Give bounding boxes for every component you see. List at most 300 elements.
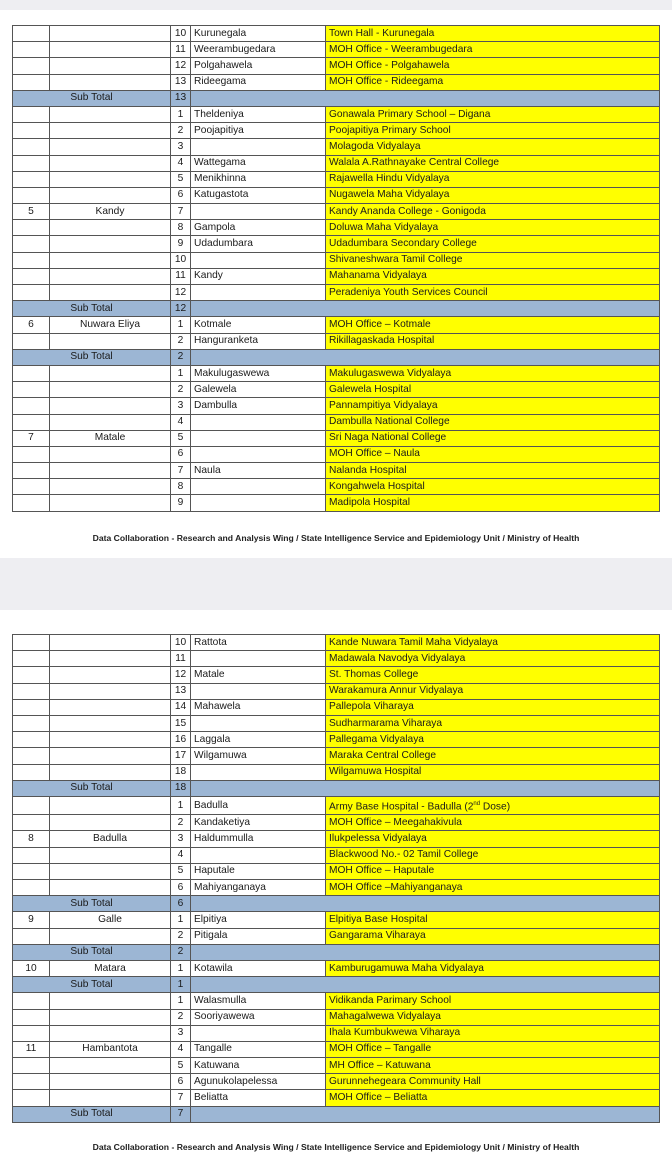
moh-area: Rattota (191, 635, 326, 651)
subtotal-filler (191, 944, 660, 960)
subtotal-row (13, 349, 660, 365)
moh-area (191, 446, 326, 462)
moh-area: Galewela (191, 382, 326, 398)
district-name (50, 414, 171, 430)
subtotal-count: 1 (171, 977, 191, 993)
row-number: 2 (171, 928, 191, 944)
vaccination-location: MOH Office – Meegahakivula (326, 815, 660, 831)
table-row (13, 732, 660, 748)
district-name (50, 1090, 171, 1106)
moh-area (191, 764, 326, 780)
table-row (13, 699, 660, 715)
row-number: 3 (171, 1025, 191, 1041)
subtotal-count: 2 (171, 944, 191, 960)
table-row (13, 382, 660, 398)
district-name (50, 106, 171, 122)
moh-area: Kurunegala (191, 26, 326, 42)
district-name (50, 1009, 171, 1025)
district-name (50, 495, 171, 511)
row-number: 1 (171, 993, 191, 1009)
moh-area (191, 139, 326, 155)
district-number (13, 880, 50, 896)
subtotal-label: Sub Total (13, 977, 171, 993)
district-number (13, 1009, 50, 1025)
subtotal-count: 6 (171, 896, 191, 912)
vaccination-location: Gangarama Viharaya (326, 928, 660, 944)
row-number: 2 (171, 123, 191, 139)
district-number (13, 748, 50, 764)
district-number (13, 635, 50, 651)
vaccination-location: MOH Office - Rideegama (326, 74, 660, 90)
subtotal-filler (191, 90, 660, 106)
row-number: 14 (171, 699, 191, 715)
subtotal-label: Sub Total (13, 349, 171, 365)
moh-area: Elpitiya (191, 912, 326, 928)
vaccination-location: MH Office – Katuwana (326, 1058, 660, 1074)
moh-area: Kotawila (191, 960, 326, 976)
district-number (13, 123, 50, 139)
moh-area: Poojapitiya (191, 123, 326, 139)
district-number (13, 171, 50, 187)
district-name (50, 58, 171, 74)
moh-area: Udadumbara (191, 236, 326, 252)
moh-area: Polgahawela (191, 58, 326, 74)
district-number (13, 333, 50, 349)
moh-area: Beliatta (191, 1090, 326, 1106)
row-number: 2 (171, 333, 191, 349)
district-number (13, 715, 50, 731)
vaccination-location: Makulugaswewa Vidyalaya (326, 365, 660, 381)
vaccination-location: Blackwood No.- 02 Tamil College (326, 847, 660, 863)
district-number (13, 699, 50, 715)
table-row (13, 139, 660, 155)
district-number (13, 414, 50, 430)
row-number: 5 (171, 1058, 191, 1074)
district-number (13, 683, 50, 699)
moh-area: Kandy (191, 268, 326, 284)
vaccination-location: Warakamura Annur Vidyalaya (326, 683, 660, 699)
table-row (13, 1058, 660, 1074)
vaccination-location: Udadumbara Secondary College (326, 236, 660, 252)
district-name (50, 382, 171, 398)
district-name (50, 26, 171, 42)
table-row (13, 268, 660, 284)
district-name (50, 365, 171, 381)
vaccination-location: Wilgamuwa Hospital (326, 764, 660, 780)
district-name (50, 187, 171, 203)
district-name (50, 1058, 171, 1074)
page-1-footer: Data Collaboration - Research and Analysis Wing / State Intelligence Service and Epidemiology Unit / Ministry of Health (92, 533, 580, 543)
vaccination-location: Shivaneshwara Tamil College (326, 252, 660, 268)
vaccination-location: MOH Office – Tangalle (326, 1041, 660, 1057)
district-number: 5 (13, 204, 50, 220)
district-number (13, 58, 50, 74)
row-number: 16 (171, 732, 191, 748)
vaccination-location: Gonawala Primary School – Digana (326, 106, 660, 122)
table-row (13, 651, 660, 667)
vaccination-location: Sudharmarama Viharaya (326, 715, 660, 731)
row-number: 7 (171, 1090, 191, 1106)
table-row (13, 635, 660, 651)
row-number: 5 (171, 863, 191, 879)
table-row (13, 928, 660, 944)
row-number: 1 (171, 365, 191, 381)
district-number (13, 382, 50, 398)
row-number: 11 (171, 268, 191, 284)
table-row (13, 236, 660, 252)
district-name (50, 683, 171, 699)
vaccination-location: Rajawella Hindu Vidyalaya (326, 171, 660, 187)
row-number: 9 (171, 495, 191, 511)
row-number: 2 (171, 1009, 191, 1025)
vaccination-location: MOH Office – Kotmale (326, 317, 660, 333)
moh-area: Haputale (191, 863, 326, 879)
table-row (13, 123, 660, 139)
row-number: 4 (171, 155, 191, 171)
moh-area: Walasmulla (191, 993, 326, 1009)
district-number (13, 285, 50, 301)
district-name: Nuwara Eliya (50, 317, 171, 333)
subtotal-row (13, 944, 660, 960)
table-row (13, 748, 660, 764)
moh-area: Rideegama (191, 74, 326, 90)
district-number: 8 (13, 831, 50, 847)
district-name (50, 268, 171, 284)
subtotal-row (13, 896, 660, 912)
district-number (13, 139, 50, 155)
vaccination-location: Ilukpelessa Vidyalaya (326, 831, 660, 847)
row-number: 12 (171, 285, 191, 301)
district-number (13, 446, 50, 462)
table-row (13, 317, 660, 333)
vaccination-location: Walala A.Rathnayake Central College (326, 155, 660, 171)
district-number (13, 42, 50, 58)
subtotal-row (13, 301, 660, 317)
district-number (13, 651, 50, 667)
vaccination-location: Doluwa Maha Vidyalaya (326, 220, 660, 236)
vaccination-location: Vidikanda Parimary School (326, 993, 660, 1009)
vaccination-location: Mahagalwewa Vidyalaya (326, 1009, 660, 1025)
district-name (50, 667, 171, 683)
district-name: Badulla (50, 831, 171, 847)
subtotal-label: Sub Total (13, 301, 171, 317)
page-2-footer: Data Collaboration - Research and Analysis Wing / State Intelligence Service and Epidemiology Unit / Ministry of Health (92, 1142, 580, 1152)
row-number: 10 (171, 635, 191, 651)
moh-area (191, 683, 326, 699)
moh-area: Menikhinna (191, 171, 326, 187)
moh-area: Matale (191, 667, 326, 683)
vaccination-location: Dambulla National College (326, 414, 660, 430)
district-name (50, 764, 171, 780)
district-number (13, 993, 50, 1009)
row-number: 1 (171, 912, 191, 928)
table-row (13, 187, 660, 203)
district-name (50, 42, 171, 58)
table-row (13, 495, 660, 511)
district-name: Galle (50, 912, 171, 928)
district-number (13, 187, 50, 203)
table-row (13, 1090, 660, 1106)
moh-area: Wilgamuwa (191, 748, 326, 764)
district-number (13, 847, 50, 863)
vaccination-location: Pannampitiya Vidyalaya (326, 398, 660, 414)
district-name (50, 1074, 171, 1090)
district-name (50, 635, 171, 651)
district-number (13, 1025, 50, 1041)
district-name (50, 446, 171, 462)
district-number (13, 365, 50, 381)
subtotal-filler (191, 780, 660, 796)
moh-area: Haldummulla (191, 831, 326, 847)
table-row (13, 960, 660, 976)
district-number (13, 764, 50, 780)
page-gap (0, 558, 672, 610)
table-row (13, 815, 660, 831)
table-row (13, 285, 660, 301)
table-row (13, 1025, 660, 1041)
row-number: 5 (171, 171, 191, 187)
moh-area (191, 430, 326, 446)
table-row (13, 683, 660, 699)
vaccination-location: Nugawela Maha Vidyalaya (326, 187, 660, 203)
table-row (13, 1041, 660, 1057)
vaccination-location: Elpitiya Base Hospital (326, 912, 660, 928)
vaccination-location: Kamburugamuwa Maha Vidyalaya (326, 960, 660, 976)
row-number: 4 (171, 1041, 191, 1057)
table-row (13, 993, 660, 1009)
vaccination-location: MOH Office – Haputale (326, 863, 660, 879)
row-number: 3 (171, 139, 191, 155)
vaccination-location: Rikillagaskada Hospital (326, 333, 660, 349)
subtotal-label: Sub Total (13, 780, 171, 796)
moh-area: Kotmale (191, 317, 326, 333)
row-number: 6 (171, 880, 191, 896)
table-row (13, 171, 660, 187)
vaccination-location: Molagoda Vidyalaya (326, 139, 660, 155)
district-number: 11 (13, 1041, 50, 1057)
vaccination-location: Madipola Hospital (326, 495, 660, 511)
row-number: 12 (171, 58, 191, 74)
vaccination-location: Gurunnehegeara Community Hall (326, 1074, 660, 1090)
subtotal-filler (191, 301, 660, 317)
district-number (13, 928, 50, 944)
district-number: 10 (13, 960, 50, 976)
vaccination-location: Mahanama Vidyalaya (326, 268, 660, 284)
district-name (50, 1025, 171, 1041)
row-number: 1 (171, 796, 191, 814)
district-number (13, 26, 50, 42)
table-row (13, 764, 660, 780)
district-name (50, 463, 171, 479)
subtotal-row (13, 977, 660, 993)
moh-area: Badulla (191, 796, 326, 814)
district-name (50, 748, 171, 764)
district-name (50, 139, 171, 155)
vaccination-location: Kandy Ananda College - Gonigoda (326, 204, 660, 220)
subtotal-row (13, 780, 660, 796)
district-name: Kandy (50, 204, 171, 220)
subtotal-filler (191, 977, 660, 993)
subtotal-label: Sub Total (13, 1106, 171, 1122)
allocation-table-page-1 (12, 25, 660, 512)
moh-area: Katuwana (191, 1058, 326, 1074)
table-row (13, 863, 660, 879)
moh-area: Naula (191, 463, 326, 479)
subtotal-label: Sub Total (13, 944, 171, 960)
row-number: 2 (171, 382, 191, 398)
vaccination-location: Poojapitiya Primary School (326, 123, 660, 139)
table-row (13, 667, 660, 683)
row-number: 7 (171, 463, 191, 479)
district-number: 7 (13, 430, 50, 446)
district-number (13, 495, 50, 511)
subtotal-filler (191, 1106, 660, 1122)
row-number: 9 (171, 236, 191, 252)
district-number (13, 106, 50, 122)
district-number: 6 (13, 317, 50, 333)
row-number: 7 (171, 204, 191, 220)
subtotal-label: Sub Total (13, 90, 171, 106)
district-name (50, 333, 171, 349)
district-name (50, 236, 171, 252)
district-number (13, 252, 50, 268)
moh-area: Sooriyawewa (191, 1009, 326, 1025)
district-number (13, 1090, 50, 1106)
row-number: 3 (171, 398, 191, 414)
table-row (13, 42, 660, 58)
row-number: 15 (171, 715, 191, 731)
district-number (13, 1074, 50, 1090)
table-row (13, 1074, 660, 1090)
district-number (13, 220, 50, 236)
district-name (50, 928, 171, 944)
district-number (13, 155, 50, 171)
table-row (13, 880, 660, 896)
vaccination-location: Ihala Kumbukwewa Viharaya (326, 1025, 660, 1041)
vaccination-location: Peradeniya Youth Services Council (326, 285, 660, 301)
district-name (50, 847, 171, 863)
moh-area: Kandaketiya (191, 815, 326, 831)
table-row (13, 333, 660, 349)
district-name (50, 796, 171, 814)
row-number: 13 (171, 74, 191, 90)
row-number: 2 (171, 815, 191, 831)
district-number (13, 463, 50, 479)
table-row (13, 58, 660, 74)
table-row (13, 220, 660, 236)
district-name (50, 398, 171, 414)
table-row (13, 715, 660, 731)
row-number: 8 (171, 220, 191, 236)
subtotal-count: 18 (171, 780, 191, 796)
table-row (13, 847, 660, 863)
row-number: 11 (171, 651, 191, 667)
district-name (50, 123, 171, 139)
vaccination-location: Army Base Hospital - Badulla (2nd Dose) (326, 796, 660, 814)
table-row (13, 430, 660, 446)
row-number: 6 (171, 1074, 191, 1090)
district-number (13, 796, 50, 814)
moh-area: Mahawela (191, 699, 326, 715)
vaccination-location: Pallepola Viharaya (326, 699, 660, 715)
moh-area (191, 414, 326, 430)
vaccination-location: MOH Office – Naula (326, 446, 660, 462)
vaccination-location: MOH Office –Mahiyanganaya (326, 880, 660, 896)
moh-area: Weerambugedara (191, 42, 326, 58)
district-number: 9 (13, 912, 50, 928)
row-number: 3 (171, 831, 191, 847)
moh-area (191, 847, 326, 863)
allocation-table-page-2 (12, 634, 660, 1123)
moh-area: Tangalle (191, 1041, 326, 1057)
moh-area: Wattegama (191, 155, 326, 171)
vaccination-location: Galewela Hospital (326, 382, 660, 398)
vaccination-location: Nalanda Hospital (326, 463, 660, 479)
moh-area: Katugastota (191, 187, 326, 203)
vaccination-location: MOH Office - Weerambugedara (326, 42, 660, 58)
district-name (50, 285, 171, 301)
subtotal-filler (191, 896, 660, 912)
district-name (50, 220, 171, 236)
moh-area (191, 252, 326, 268)
table-row (13, 1009, 660, 1025)
subtotal-count: 12 (171, 301, 191, 317)
row-number: 12 (171, 667, 191, 683)
vaccination-location: Madawala Navodya Vidyalaya (326, 651, 660, 667)
row-number: 4 (171, 414, 191, 430)
vaccination-location: Town Hall - Kurunegala (326, 26, 660, 42)
table-row (13, 365, 660, 381)
moh-area (191, 479, 326, 495)
moh-area (191, 715, 326, 731)
moh-area (191, 1025, 326, 1041)
moh-area (191, 285, 326, 301)
district-number (13, 479, 50, 495)
row-number: 1 (171, 317, 191, 333)
table-row (13, 796, 660, 814)
district-name (50, 863, 171, 879)
row-number: 4 (171, 847, 191, 863)
district-name (50, 479, 171, 495)
row-number: 5 (171, 430, 191, 446)
district-name (50, 880, 171, 896)
district-number (13, 863, 50, 879)
subtotal-count: 13 (171, 90, 191, 106)
table-row (13, 479, 660, 495)
vaccination-location: MOH Office – Beliatta (326, 1090, 660, 1106)
district-name (50, 993, 171, 1009)
district-name (50, 732, 171, 748)
moh-area: Hanguranketa (191, 333, 326, 349)
table-row (13, 204, 660, 220)
subtotal-label: Sub Total (13, 896, 171, 912)
district-number (13, 268, 50, 284)
row-number: 1 (171, 960, 191, 976)
table-row (13, 912, 660, 928)
vaccination-location: MOH Office - Polgahawela (326, 58, 660, 74)
moh-area (191, 204, 326, 220)
moh-area: Mahiyanganaya (191, 880, 326, 896)
row-number: 13 (171, 683, 191, 699)
moh-area: Dambulla (191, 398, 326, 414)
table-row (13, 414, 660, 430)
table-row (13, 26, 660, 42)
moh-area (191, 651, 326, 667)
district-name: Hambantota (50, 1041, 171, 1057)
vaccination-location: Kande Nuwara Tamil Maha Vidyalaya (326, 635, 660, 651)
row-number: 6 (171, 446, 191, 462)
district-number (13, 398, 50, 414)
